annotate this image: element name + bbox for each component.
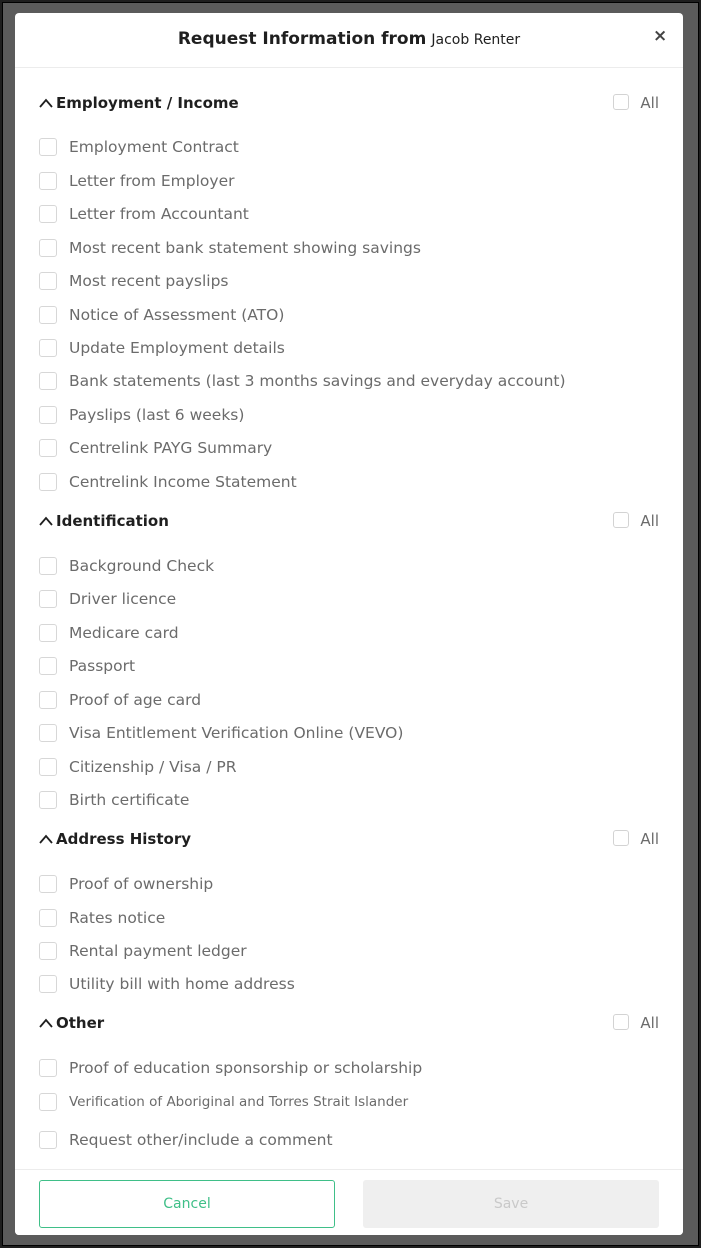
- checkbox-label: Update Employment details: [69, 339, 285, 357]
- chevron-up-icon[interactable]: [39, 96, 53, 110]
- checkbox-item-education-sponsorship[interactable]: [39, 1058, 659, 1078]
- checkbox-label: Most recent bank statement showing savings: [69, 239, 421, 257]
- checkbox[interactable]: [39, 875, 57, 893]
- checkbox-label: Most recent payslips: [69, 272, 229, 290]
- checkbox[interactable]: [39, 942, 57, 960]
- checkbox-label: Employment Contract: [69, 138, 239, 156]
- checkbox[interactable]: [39, 339, 57, 357]
- modal-header: [15, 13, 683, 68]
- checkbox-item-passport[interactable]: [39, 656, 659, 676]
- checkbox[interactable]: [39, 406, 57, 424]
- checkbox-label: Rental payment ledger: [69, 942, 247, 960]
- close-icon[interactable]: ×: [653, 26, 668, 46]
- checkbox-item-centrelink-income[interactable]: [39, 472, 659, 492]
- checkbox[interactable]: [39, 272, 57, 290]
- checkbox-label: Centrelink PAYG Summary: [69, 439, 273, 457]
- checkbox[interactable]: [39, 1131, 57, 1149]
- checkbox-label: Passport: [69, 657, 136, 675]
- checkbox-item-background-check[interactable]: [39, 556, 659, 576]
- checkbox-item-driver-licence[interactable]: [39, 589, 659, 609]
- checkbox[interactable]: [39, 1093, 57, 1111]
- checkbox-label: Verification of Aboriginal and Torres Strait Islander: [69, 1094, 409, 1110]
- checkbox-item-rates-notice[interactable]: [39, 908, 659, 928]
- modal-footer: [15, 1169, 683, 1235]
- chevron-up-icon[interactable]: [39, 514, 53, 528]
- checkbox[interactable]: [39, 172, 57, 190]
- checkbox-label: Background Check: [69, 557, 215, 575]
- select-all-checkbox[interactable]: [613, 94, 629, 110]
- checkbox-label: Notice of Assessment (ATO): [69, 306, 285, 324]
- checkbox-label: Bank statements (last 3 months savings and everyday account): [69, 372, 566, 390]
- checkbox-item-letter-from-employer[interactable]: [39, 171, 659, 191]
- section-title: Employment / Income: [56, 94, 239, 112]
- checkbox-item-recent-payslips[interactable]: [39, 271, 659, 291]
- checkbox[interactable]: [39, 138, 57, 156]
- checkbox[interactable]: [39, 909, 57, 927]
- checkbox[interactable]: [39, 557, 57, 575]
- checkbox[interactable]: [39, 473, 57, 491]
- select-all-checkbox[interactable]: [613, 512, 629, 528]
- section-header-employment-income[interactable]: [39, 93, 659, 113]
- checkbox-item-birth-certificate[interactable]: [39, 790, 659, 810]
- checkbox-item-proof-of-ownership[interactable]: [39, 874, 659, 894]
- select-all-label: All: [640, 1014, 659, 1032]
- select-all-label: All: [640, 830, 659, 848]
- checkbox[interactable]: [39, 439, 57, 457]
- checkbox[interactable]: [39, 239, 57, 257]
- chevron-up-icon[interactable]: [39, 1016, 53, 1030]
- checkbox-label: Proof of education sponsorship or scholarship: [69, 1059, 423, 1077]
- section-title: Address History: [56, 830, 192, 848]
- chevron-up-icon[interactable]: [39, 832, 53, 846]
- section-header-other[interactable]: [39, 1013, 659, 1033]
- select-all-label: All: [640, 94, 659, 112]
- checkbox-item-medicare-card[interactable]: [39, 623, 659, 643]
- checkbox-item-employment-contract[interactable]: [39, 137, 659, 157]
- checkbox[interactable]: [39, 791, 57, 809]
- section-title: Other: [56, 1014, 105, 1032]
- checkbox[interactable]: [39, 657, 57, 675]
- section-header-identification[interactable]: [39, 511, 659, 531]
- checkbox-item-payslips-6-weeks[interactable]: [39, 405, 659, 425]
- cancel-button[interactable]: Cancel: [39, 1180, 335, 1228]
- checkbox[interactable]: [39, 372, 57, 390]
- checkbox-label: Proof of ownership: [69, 875, 214, 893]
- renter-name: Jacob Renter: [431, 32, 521, 48]
- checkbox-label: Centrelink Income Statement: [69, 473, 297, 491]
- checkbox-label: Birth certificate: [69, 791, 190, 809]
- select-all-checkbox[interactable]: [613, 830, 629, 846]
- checkbox[interactable]: [39, 691, 57, 709]
- checkbox-label: Letter from Employer: [69, 172, 235, 190]
- checkbox[interactable]: [39, 758, 57, 776]
- checkbox-item-notice-of-assessment[interactable]: [39, 305, 659, 325]
- checkbox-item-citizenship-visa-pr[interactable]: [39, 757, 659, 777]
- app-frame: [2, 2, 699, 1246]
- select-all-label: All: [640, 512, 659, 530]
- checkbox[interactable]: [39, 590, 57, 608]
- checkbox-label: Driver licence: [69, 590, 177, 608]
- checkbox-item-bank-statements-3-months[interactable]: [39, 371, 659, 391]
- checkbox[interactable]: [39, 205, 57, 223]
- checkbox-label: Visa Entitlement Verification Online (VEVO): [69, 724, 404, 742]
- save-button[interactable]: Save: [363, 1180, 659, 1228]
- checkbox-label: Utility bill with home address: [69, 975, 295, 993]
- checkbox-item-aboriginal-torres-strait[interactable]: [39, 1092, 659, 1112]
- checkbox-item-centrelink-payg[interactable]: [39, 438, 659, 458]
- checkbox-item-vevo[interactable]: [39, 723, 659, 743]
- checkbox-label: Proof of age card: [69, 691, 202, 709]
- checkbox-item-letter-from-accountant[interactable]: [39, 204, 659, 224]
- checkbox-label: Payslips (last 6 weeks): [69, 406, 245, 424]
- checkbox[interactable]: [39, 1059, 57, 1077]
- checkbox[interactable]: [39, 724, 57, 742]
- section-header-address-history[interactable]: [39, 829, 659, 849]
- checkbox-item-rental-payment-ledger[interactable]: [39, 941, 659, 961]
- checkbox-item-bank-statement-savings[interactable]: [39, 238, 659, 258]
- checkbox[interactable]: [39, 306, 57, 324]
- checkbox-item-utility-bill[interactable]: [39, 974, 659, 994]
- checkbox[interactable]: [39, 975, 57, 993]
- checkbox-label: Medicare card: [69, 624, 179, 642]
- checkbox-label: Request other/include a comment: [69, 1131, 333, 1149]
- checkbox[interactable]: [39, 624, 57, 642]
- modal-title: [15, 26, 683, 49]
- request-information-modal: [15, 13, 683, 1235]
- select-all-checkbox[interactable]: [613, 1014, 629, 1030]
- checkbox-label: Citizenship / Visa / PR: [69, 758, 237, 776]
- checkbox-item-request-other-comment[interactable]: [39, 1130, 659, 1150]
- modal-title-text: Request Information from: [177, 29, 427, 49]
- checkbox-label: Rates notice: [69, 909, 166, 927]
- checkbox-label: Letter from Accountant: [69, 205, 249, 223]
- checkbox-item-update-employment-details[interactable]: [39, 338, 659, 358]
- section-title: Identification: [56, 512, 169, 530]
- checkbox-item-proof-of-age[interactable]: [39, 690, 659, 710]
